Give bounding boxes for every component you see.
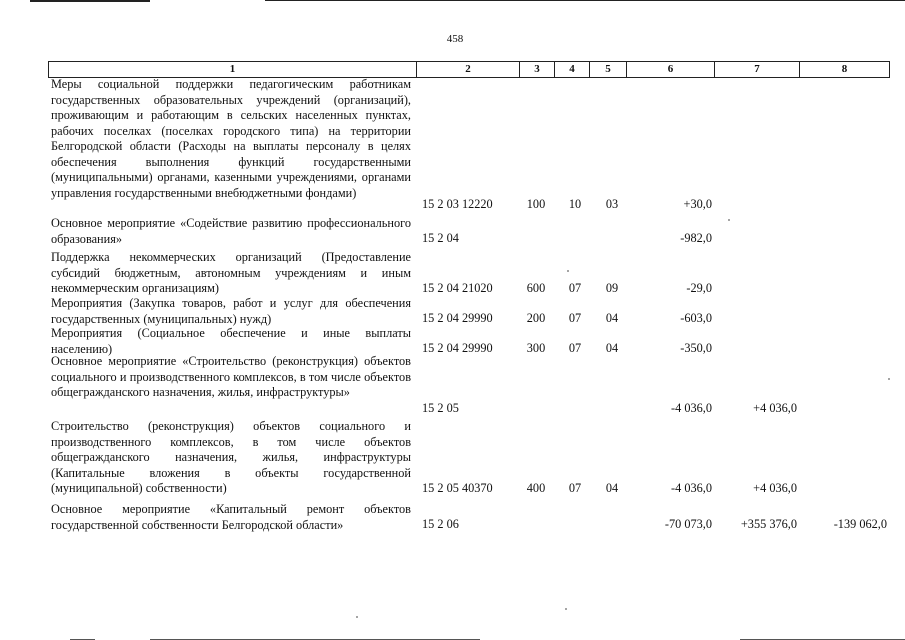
row-description: Меры социальной поддержки педагогическим работникам государственных образовательных учреждений (организаций), проживающим и работающим в сельских населенных пунктах, рабочих поселках (поселках городского типа) на территории Белгородской области (Расходы на выплаты персоналу в целях обеспечения выполнения функций государственными (муниципальными) органами, казенными учреждениями, органами управления государственными внебюджетными фондами) bbox=[51, 77, 411, 200]
row-col7: +4 036,0 bbox=[753, 481, 797, 495]
row-col6: -4 036,0 bbox=[671, 401, 712, 415]
column-header: 1 bbox=[49, 62, 417, 78]
column-header: 8 bbox=[800, 62, 890, 78]
row-vr: 600 bbox=[526, 281, 546, 295]
row-rz: 07 bbox=[568, 311, 582, 325]
row-col6: -603,0 bbox=[680, 311, 712, 325]
scan-speck bbox=[888, 378, 890, 380]
row-rz: 10 bbox=[568, 197, 582, 211]
top-rule-left bbox=[30, 0, 150, 2]
column-header: 3 bbox=[520, 62, 555, 78]
row-col6: -982,0 bbox=[680, 231, 712, 245]
row-pr: 04 bbox=[605, 341, 619, 355]
row-rz: 07 bbox=[568, 481, 582, 495]
page-number: 458 bbox=[446, 33, 464, 45]
column-header: 6 bbox=[627, 62, 715, 78]
row-description: Мероприятия (Социальное обеспечение и иные выплаты населению) bbox=[51, 326, 411, 356]
column-header: 4 bbox=[555, 62, 590, 78]
row-code: 15 2 03 12220 bbox=[422, 197, 493, 211]
row-col6: +30,0 bbox=[683, 197, 712, 211]
scan-speck bbox=[567, 270, 569, 272]
row-vr: 300 bbox=[526, 341, 546, 355]
row-description: Основное мероприятие «Строительство (реконструкция) объектов социального и производственного комплексов, в том числе объектов общегражданского назначения, жилья, инфраструктуры» bbox=[51, 354, 411, 399]
row-col6: -70 073,0 bbox=[664, 517, 712, 531]
column-header-table bbox=[48, 61, 890, 78]
row-description: Поддержка некоммерческих организаций (Предоставление субсидий бюджетным, автономным учреждениям и иным некоммерческим организациям) bbox=[51, 250, 411, 295]
row-code: 15 2 06 bbox=[422, 517, 459, 531]
row-rz: 07 bbox=[568, 341, 582, 355]
row-col8: -139 062,0 bbox=[833, 517, 887, 531]
row-col6: -4 036,0 bbox=[671, 481, 712, 495]
row-pr: 03 bbox=[605, 197, 619, 211]
row-description: Основное мероприятие «Содействие развитию профессионального образования» bbox=[51, 216, 411, 246]
row-col6: -350,0 bbox=[680, 341, 712, 355]
scan-speck bbox=[728, 219, 730, 221]
row-code: 15 2 04 bbox=[422, 231, 459, 245]
top-rule-right bbox=[265, 0, 905, 1]
scan-speck bbox=[356, 616, 358, 618]
row-code: 15 2 04 29990 bbox=[422, 341, 493, 355]
row-pr: 09 bbox=[605, 281, 619, 295]
row-description: Мероприятия (Закупка товаров, работ и услуг для обеспечения государственных (муниципальных) нужд) bbox=[51, 296, 411, 326]
row-vr: 200 bbox=[526, 311, 546, 325]
column-header-row bbox=[49, 62, 890, 78]
row-col6: -29,0 bbox=[686, 281, 712, 295]
row-rz: 07 bbox=[568, 281, 582, 295]
row-col7: +4 036,0 bbox=[753, 401, 797, 415]
row-col7: +355 376,0 bbox=[740, 517, 797, 531]
column-header: 5 bbox=[590, 62, 627, 78]
column-header: 7 bbox=[715, 62, 800, 78]
row-pr: 04 bbox=[605, 311, 619, 325]
row-code: 15 2 04 21020 bbox=[422, 281, 493, 295]
row-code: 15 2 05 40370 bbox=[422, 481, 493, 495]
row-vr: 400 bbox=[526, 481, 546, 495]
scan-speck bbox=[565, 608, 567, 610]
row-pr: 04 bbox=[605, 481, 619, 495]
row-description: Строительство (реконструкция) объектов социального и производственного комплексов, в том числе объектов общегражданского назначения, жилья, инфраструктуры (Капитальные вложения в объекты государственной (муниципальной) собственности) bbox=[51, 419, 411, 495]
row-code: 15 2 05 bbox=[422, 401, 459, 415]
row-vr: 100 bbox=[526, 197, 546, 211]
row-code: 15 2 04 29990 bbox=[422, 311, 493, 325]
row-description: Основное мероприятие «Капитальный ремонт объектов государственной собственности Белгородской области» bbox=[51, 502, 411, 532]
column-header: 2 bbox=[417, 62, 520, 78]
